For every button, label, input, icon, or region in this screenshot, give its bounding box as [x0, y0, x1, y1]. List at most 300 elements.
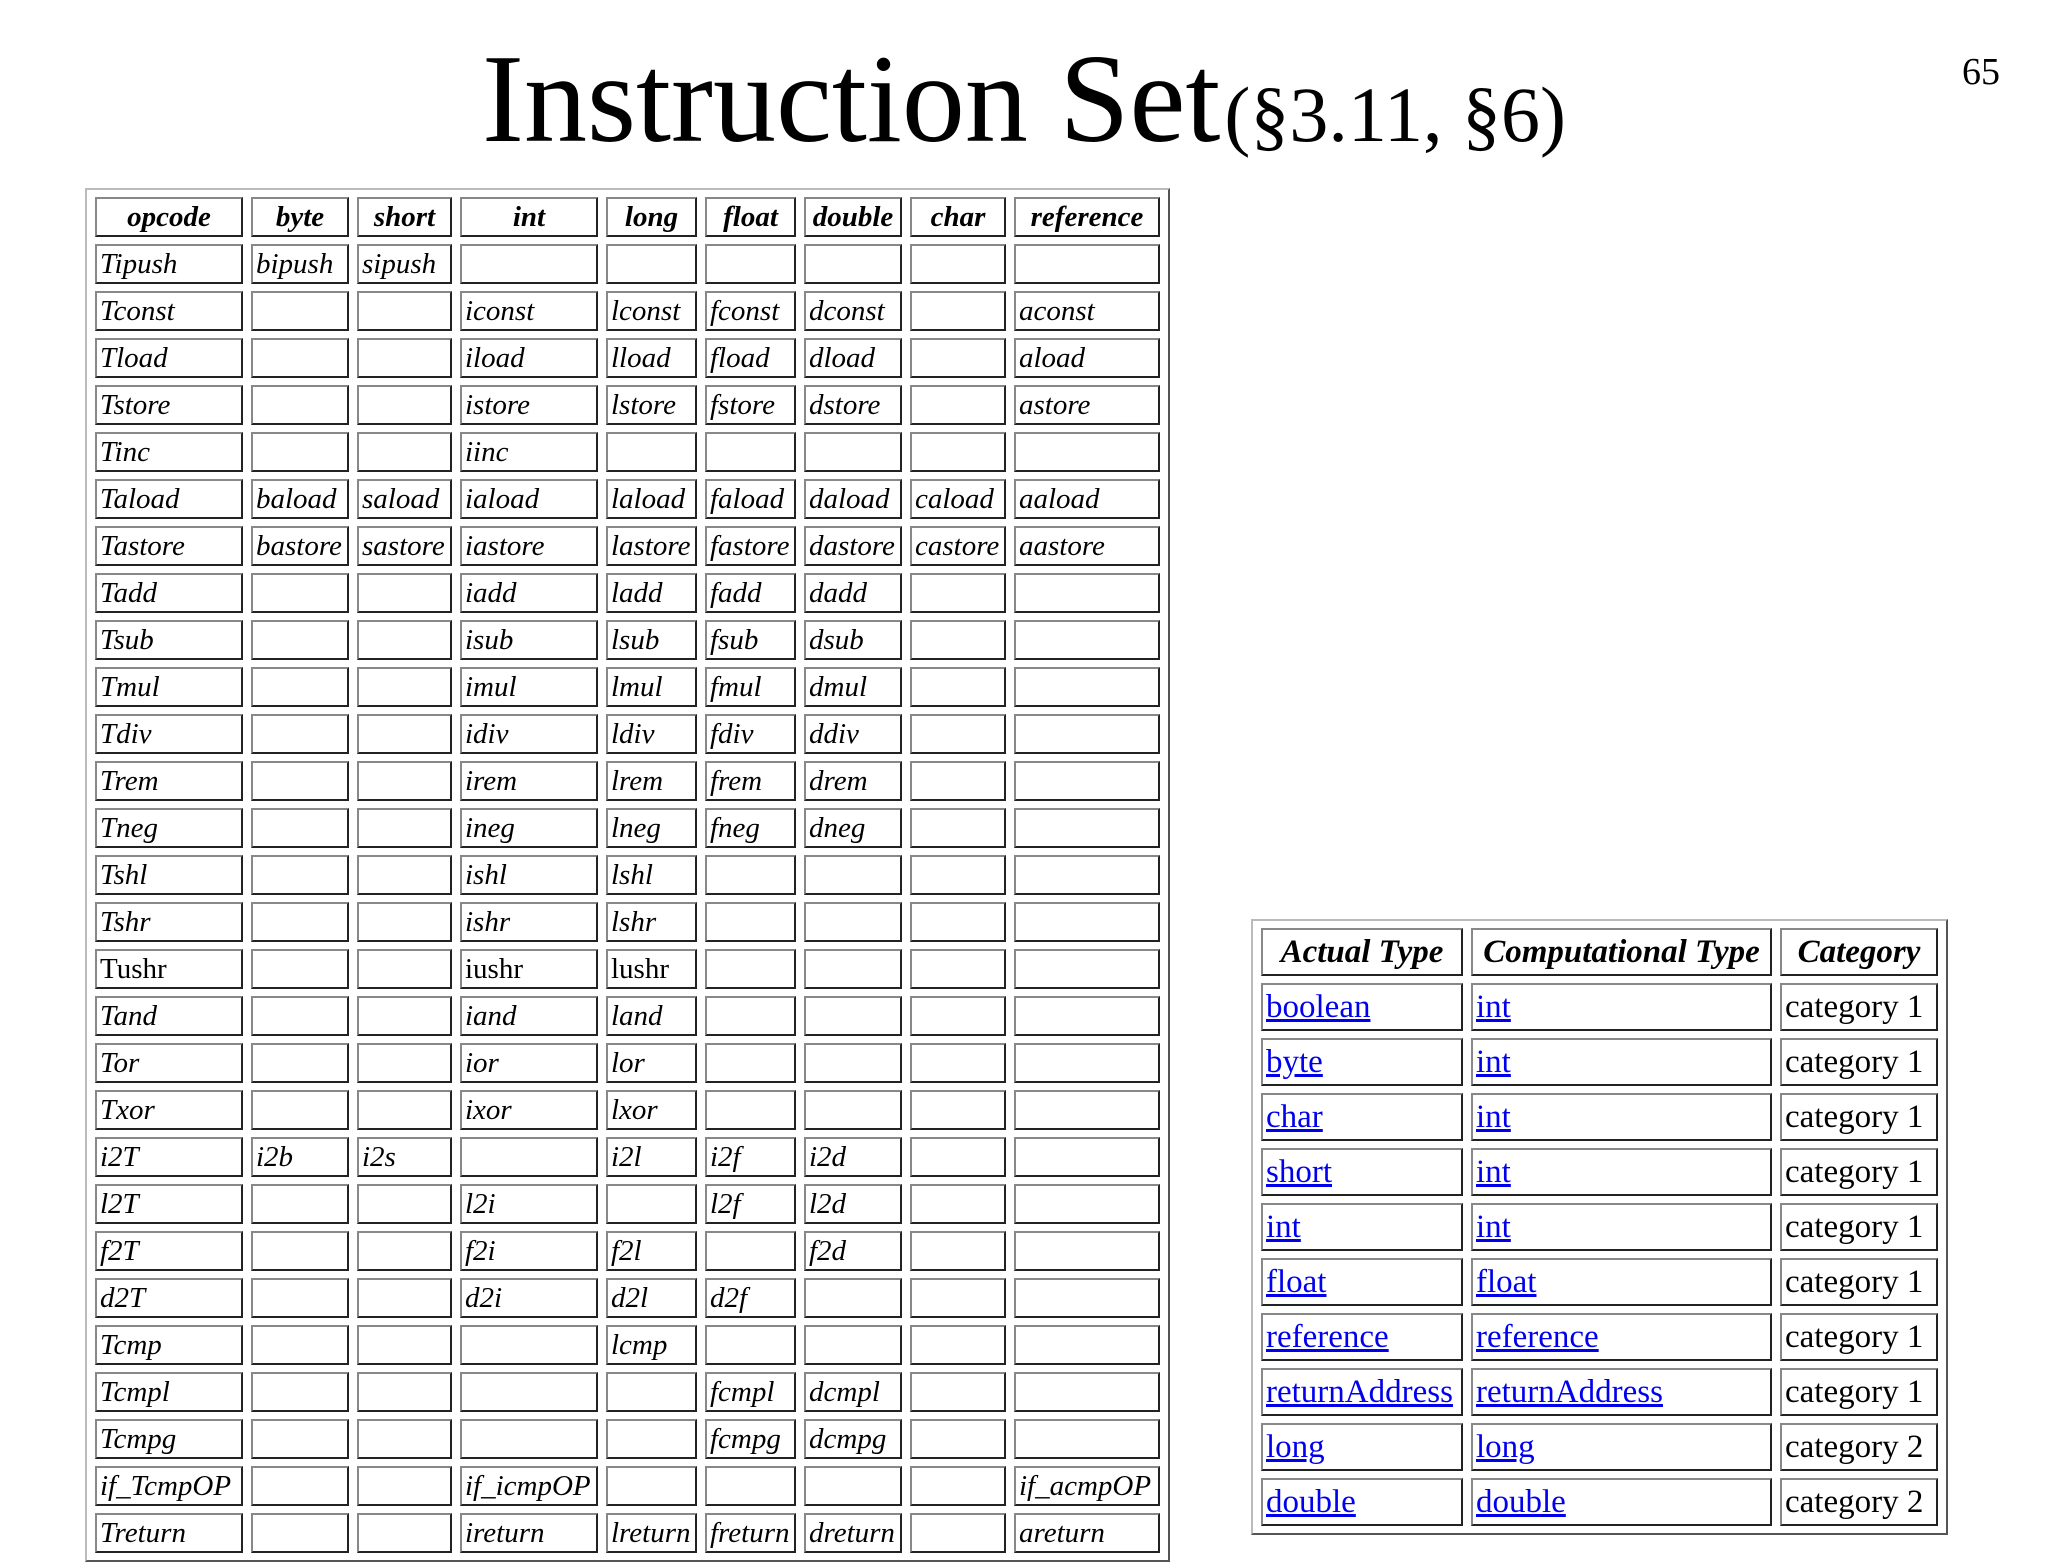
instruction-cell: lmul [606, 667, 697, 707]
column-header-opcode: opcode [95, 197, 243, 237]
instruction-cell [251, 1466, 349, 1506]
instruction-cell [251, 432, 349, 472]
instruction-cell: istore [460, 385, 598, 425]
instruction-cell: lrem [606, 761, 697, 801]
instruction-cell [357, 1278, 452, 1318]
instruction-cell: dconst [804, 291, 902, 331]
instruction-cell [804, 1325, 902, 1365]
opcode-cell: Treturn [95, 1513, 243, 1553]
actual-type-link-long[interactable]: long [1266, 1428, 1325, 1465]
instruction-cell: f2d [804, 1231, 902, 1271]
actual-type-link-returnAddress[interactable]: returnAddress [1266, 1373, 1453, 1410]
computational-type-cell [1471, 1258, 1772, 1306]
instruction-cell [804, 432, 902, 472]
instruction-cell: lcmp [606, 1325, 697, 1365]
instruction-cell [1014, 761, 1160, 801]
instruction-cell [357, 1231, 452, 1271]
instruction-cell: aconst [1014, 291, 1160, 331]
instruction-cell [251, 855, 349, 895]
instruction-cell [910, 855, 1006, 895]
instruction-cell: fload [705, 338, 796, 378]
instruction-cell: iaload [460, 479, 598, 519]
instruction-cell [251, 1513, 349, 1553]
instruction-cell [910, 761, 1006, 801]
opcode-cell: Tdiv [95, 714, 243, 754]
instruction-cell [460, 1419, 598, 1459]
instruction-cell: ireturn [460, 1513, 598, 1553]
instruction-cell: ineg [460, 808, 598, 848]
column-header-char: char [910, 197, 1006, 237]
instruction-cell [1014, 244, 1160, 284]
instruction-cell: fcmpl [705, 1372, 796, 1412]
instruction-cell [251, 1278, 349, 1318]
instruction-cell: faload [705, 479, 796, 519]
instruction-cell: baload [251, 479, 349, 519]
instruction-cell [460, 1325, 598, 1365]
opcode-cell: if_TcmpOP [95, 1466, 243, 1506]
instruction-cell [910, 244, 1006, 284]
instruction-cell: idiv [460, 714, 598, 754]
instruction-cell [910, 714, 1006, 754]
instruction-cell [804, 902, 902, 942]
category-cell: category 1 [1780, 1148, 1938, 1196]
instruction-cell [357, 761, 452, 801]
instruction-cell [251, 1325, 349, 1365]
instruction-cell: isub [460, 620, 598, 660]
instruction-cell [1014, 714, 1160, 754]
instruction-cell: f2i [460, 1231, 598, 1271]
instruction-cell: iload [460, 338, 598, 378]
opcode-cell: Tor [95, 1043, 243, 1083]
instruction-cell [910, 432, 1006, 472]
table-row [95, 902, 1160, 942]
type-category-table [1251, 919, 1948, 1535]
actual-type-cell [1261, 1368, 1463, 1416]
table-row [95, 338, 1160, 378]
opcode-cell: Tmul [95, 667, 243, 707]
table-row [1261, 1148, 1938, 1196]
instruction-cell [357, 573, 452, 613]
table-row [95, 1466, 1160, 1506]
actual-type-cell [1261, 1203, 1463, 1251]
instruction-cell [357, 855, 452, 895]
instruction-cell [804, 1090, 902, 1130]
instruction-cell: iconst [460, 291, 598, 331]
instruction-cell [910, 620, 1006, 660]
instruction-cell: iadd [460, 573, 598, 613]
instruction-cell [1014, 1325, 1160, 1365]
table-row [95, 385, 1160, 425]
instruction-cell [910, 1231, 1006, 1271]
table-row [95, 291, 1160, 331]
table-row [1261, 1478, 1938, 1526]
computational-type-cell [1471, 1203, 1772, 1251]
computational-type-link-double[interactable]: double [1476, 1483, 1566, 1520]
table-row [95, 1419, 1160, 1459]
title-main: Instruction Set [482, 30, 1221, 169]
instruction-cell: i2d [804, 1137, 902, 1177]
instruction-cell [705, 949, 796, 989]
instruction-cell [910, 996, 1006, 1036]
actual-type-cell [1261, 1148, 1463, 1196]
instruction-cell [705, 1325, 796, 1365]
table-row [95, 667, 1160, 707]
instruction-cell [910, 1278, 1006, 1318]
instruction-cell [910, 1184, 1006, 1224]
instruction-cell [910, 949, 1006, 989]
instruction-cell: lshr [606, 902, 697, 942]
instruction-cell [251, 385, 349, 425]
instruction-cell [606, 1466, 697, 1506]
instruction-cell [1014, 667, 1160, 707]
instruction-cell: iushr [460, 949, 598, 989]
table-row [95, 855, 1160, 895]
instruction-cell [1014, 432, 1160, 472]
title-section-refs: (§3.11, §6) [1224, 71, 1566, 158]
instruction-cell [1014, 1043, 1160, 1083]
instruction-cell: if_icmpOP [460, 1466, 598, 1506]
table-row [95, 620, 1160, 660]
instruction-cell: fsub [705, 620, 796, 660]
category-cell: category 1 [1780, 1313, 1938, 1361]
column-header-actual-type: Actual Type [1261, 928, 1463, 976]
column-header-byte: byte [251, 197, 349, 237]
instruction-cell: i2l [606, 1137, 697, 1177]
instruction-cell: land [606, 996, 697, 1036]
instruction-cell [251, 291, 349, 331]
computational-type-link-long[interactable]: long [1476, 1428, 1535, 1465]
column-header-category: Category [1780, 928, 1938, 976]
instruction-cell [910, 667, 1006, 707]
actual-type-link-boolean[interactable]: boolean [1266, 988, 1371, 1025]
instruction-cell: fstore [705, 385, 796, 425]
instruction-cell [705, 1231, 796, 1271]
instruction-cell [910, 1419, 1006, 1459]
column-header-long: long [606, 197, 697, 237]
opcode-cell: Tshr [95, 902, 243, 942]
table-row [95, 244, 1160, 284]
table-row [95, 1278, 1160, 1318]
table-row [1261, 1258, 1938, 1306]
instruction-cell: lxor [606, 1090, 697, 1130]
instruction-cell: fcmpg [705, 1419, 796, 1459]
opcode-cell: Tinc [95, 432, 243, 472]
computational-type-cell [1471, 1038, 1772, 1086]
computational-type-link-reference[interactable]: reference [1476, 1318, 1599, 1355]
opcode-cell: Tcmpg [95, 1419, 243, 1459]
instruction-cell: if_acmpOP [1014, 1466, 1160, 1506]
instruction-cell: castore [910, 526, 1006, 566]
table-row [1261, 1368, 1938, 1416]
instruction-cell [357, 667, 452, 707]
instruction-cell [1014, 808, 1160, 848]
instruction-cell: ladd [606, 573, 697, 613]
instruction-cell [357, 1325, 452, 1365]
instruction-cell: daload [804, 479, 902, 519]
column-header-computational-type: Computational Type [1471, 928, 1772, 976]
instruction-cell [251, 1090, 349, 1130]
computational-type-cell [1471, 983, 1772, 1031]
instruction-cell: l2d [804, 1184, 902, 1224]
instruction-cell [1014, 1419, 1160, 1459]
instruction-cell [251, 996, 349, 1036]
instruction-cell: ishr [460, 902, 598, 942]
instruction-cell: ddiv [804, 714, 902, 754]
instruction-cell: fdiv [705, 714, 796, 754]
table-row [95, 1137, 1160, 1177]
instruction-cell [910, 291, 1006, 331]
instruction-cell: ixor [460, 1090, 598, 1130]
instruction-cell: l2i [460, 1184, 598, 1224]
opcode-cell: Tneg [95, 808, 243, 848]
actual-type-cell [1261, 983, 1463, 1031]
table-row [95, 714, 1160, 754]
instruction-cell [357, 714, 452, 754]
instruction-cell [251, 808, 349, 848]
category-cell: category 1 [1780, 1038, 1938, 1086]
table-row [95, 1090, 1160, 1130]
instruction-cell [1014, 902, 1160, 942]
table-row [95, 1043, 1160, 1083]
actual-type-cell [1261, 1423, 1463, 1471]
actual-type-link-char[interactable]: char [1266, 1098, 1323, 1135]
instruction-cell [1014, 1372, 1160, 1412]
instruction-cell: lor [606, 1043, 697, 1083]
instruction-cell: dcmpg [804, 1419, 902, 1459]
column-header-double: double [804, 197, 902, 237]
table-row [95, 1325, 1160, 1365]
table-row [1261, 1203, 1938, 1251]
instruction-cell: lload [606, 338, 697, 378]
table-row [95, 526, 1160, 566]
instruction-cell: saload [357, 479, 452, 519]
actual-type-link-float[interactable]: float [1266, 1263, 1327, 1300]
instruction-cell: drem [804, 761, 902, 801]
computational-type-cell [1471, 1093, 1772, 1141]
instruction-cell: iastore [460, 526, 598, 566]
opcode-cell: Tastore [95, 526, 243, 566]
instruction-cell [357, 1184, 452, 1224]
column-header-int: int [460, 197, 598, 237]
instruction-cell [705, 996, 796, 1036]
instruction-cell [460, 244, 598, 284]
instruction-cell [804, 855, 902, 895]
instruction-cell: lconst [606, 291, 697, 331]
instruction-cell: dneg [804, 808, 902, 848]
instruction-cell [910, 1466, 1006, 1506]
instruction-cell [251, 714, 349, 754]
opcode-table-header [95, 197, 1160, 237]
table-row [1261, 1093, 1938, 1141]
instruction-cell: astore [1014, 385, 1160, 425]
instruction-cell [251, 620, 349, 660]
instruction-cell [910, 808, 1006, 848]
instruction-cell: sastore [357, 526, 452, 566]
computational-type-link-int[interactable]: int [1476, 988, 1511, 1025]
instruction-cell [460, 1137, 598, 1177]
instruction-cell [804, 949, 902, 989]
computational-type-link-int[interactable]: int [1476, 1153, 1511, 1190]
instruction-cell: dstore [804, 385, 902, 425]
instruction-cell: sipush [357, 244, 452, 284]
instruction-cell: d2f [705, 1278, 796, 1318]
opcode-table [85, 188, 1170, 1562]
instruction-cell: dsub [804, 620, 902, 660]
opcode-cell: Tand [95, 996, 243, 1036]
instruction-cell [357, 1466, 452, 1506]
page-title [0, 28, 2048, 172]
category-cell: category 1 [1780, 1203, 1938, 1251]
instruction-cell [251, 1419, 349, 1459]
instruction-cell [357, 1043, 452, 1083]
instruction-cell: lstore [606, 385, 697, 425]
computational-type-link-int[interactable]: int [1476, 1208, 1511, 1245]
instruction-cell: caload [910, 479, 1006, 519]
instruction-cell [606, 244, 697, 284]
category-cell: category 2 [1780, 1423, 1938, 1471]
instruction-cell: iand [460, 996, 598, 1036]
instruction-cell [357, 338, 452, 378]
column-header-float: float [705, 197, 796, 237]
instruction-cell: fadd [705, 573, 796, 613]
instruction-cell: ishl [460, 855, 598, 895]
actual-type-cell [1261, 1313, 1463, 1361]
opcode-cell: Tload [95, 338, 243, 378]
instruction-cell: lneg [606, 808, 697, 848]
instruction-cell [910, 1043, 1006, 1083]
actual-type-cell [1261, 1038, 1463, 1086]
instruction-cell [606, 1372, 697, 1412]
opcode-cell: Tshl [95, 855, 243, 895]
instruction-cell: i2f [705, 1137, 796, 1177]
computational-type-link-returnAddress[interactable]: returnAddress [1476, 1373, 1663, 1410]
computational-type-link-int[interactable]: int [1476, 1098, 1511, 1135]
instruction-cell [804, 1466, 902, 1506]
instruction-cell: iinc [460, 432, 598, 472]
instruction-cell [705, 902, 796, 942]
instruction-cell: fneg [705, 808, 796, 848]
instruction-cell [251, 949, 349, 989]
table-row [95, 573, 1160, 613]
category-cell: category 2 [1780, 1478, 1938, 1526]
instruction-cell [1014, 1231, 1160, 1271]
instruction-cell [1014, 1090, 1160, 1130]
instruction-cell [251, 667, 349, 707]
instruction-cell [357, 1090, 452, 1130]
page-number: 65 [1962, 51, 2000, 93]
instruction-cell [357, 385, 452, 425]
table-row [95, 1513, 1160, 1553]
instruction-cell: freturn [705, 1513, 796, 1553]
table-row [95, 949, 1160, 989]
instruction-cell [357, 996, 452, 1036]
instruction-cell [1014, 1278, 1160, 1318]
instruction-cell [910, 338, 1006, 378]
instruction-cell [357, 1513, 452, 1553]
opcode-cell: Tcmpl [95, 1372, 243, 1412]
instruction-cell [606, 1419, 697, 1459]
instruction-cell [1014, 620, 1160, 660]
instruction-cell [910, 1090, 1006, 1130]
instruction-cell [357, 291, 452, 331]
instruction-cell [804, 996, 902, 1036]
instruction-cell [1014, 1184, 1160, 1224]
instruction-cell: dastore [804, 526, 902, 566]
instruction-cell [910, 385, 1006, 425]
instruction-cell [251, 1372, 349, 1412]
opcode-cell: Tconst [95, 291, 243, 331]
instruction-cell [705, 855, 796, 895]
instruction-cell [910, 1513, 1006, 1553]
instruction-cell: aastore [1014, 526, 1160, 566]
computational-type-cell [1471, 1423, 1772, 1471]
instruction-cell: i2s [357, 1137, 452, 1177]
instruction-cell [910, 573, 1006, 613]
instruction-cell: lshl [606, 855, 697, 895]
instruction-cell [460, 1372, 598, 1412]
instruction-cell [251, 573, 349, 613]
table-row [95, 479, 1160, 519]
computational-type-link-int[interactable]: int [1476, 1043, 1511, 1080]
actual-type-cell [1261, 1093, 1463, 1141]
instruction-cell: d2i [460, 1278, 598, 1318]
type-table-header [1261, 928, 1938, 976]
instruction-cell [705, 432, 796, 472]
instruction-cell [804, 1278, 902, 1318]
actual-type-link-byte[interactable]: byte [1266, 1043, 1323, 1080]
instruction-cell: frem [705, 761, 796, 801]
table-row [95, 1231, 1160, 1271]
instruction-cell [606, 432, 697, 472]
computational-type-link-float[interactable]: float [1476, 1263, 1537, 1300]
instruction-cell [910, 1137, 1006, 1177]
computational-type-cell [1471, 1478, 1772, 1526]
instruction-cell: ior [460, 1043, 598, 1083]
column-header-reference: reference [1014, 197, 1160, 237]
instruction-cell [910, 1325, 1006, 1365]
table-row [1261, 983, 1938, 1031]
instruction-cell [1014, 573, 1160, 613]
actual-type-link-double[interactable]: double [1266, 1483, 1356, 1520]
instruction-cell [910, 1372, 1006, 1412]
opcode-cell: Tsub [95, 620, 243, 660]
instruction-cell [705, 1466, 796, 1506]
actual-type-cell [1261, 1478, 1463, 1526]
actual-type-cell [1261, 1258, 1463, 1306]
actual-type-link-reference[interactable]: reference [1266, 1318, 1389, 1355]
opcode-cell: Tcmp [95, 1325, 243, 1365]
instruction-cell [251, 338, 349, 378]
instruction-cell [251, 902, 349, 942]
instruction-cell: aaload [1014, 479, 1160, 519]
instruction-cell: dload [804, 338, 902, 378]
instruction-cell: imul [460, 667, 598, 707]
instruction-cell: f2l [606, 1231, 697, 1271]
actual-type-link-int[interactable]: int [1266, 1208, 1301, 1245]
table-row [1261, 1313, 1938, 1361]
table-row [1261, 1038, 1938, 1086]
instruction-cell [251, 1043, 349, 1083]
opcode-cell: d2T [95, 1278, 243, 1318]
instruction-cell [251, 1231, 349, 1271]
instruction-cell [804, 244, 902, 284]
actual-type-link-short[interactable]: short [1266, 1153, 1332, 1190]
column-header-short: short [357, 197, 452, 237]
instruction-cell [1014, 996, 1160, 1036]
computational-type-cell [1471, 1313, 1772, 1361]
computational-type-cell [1471, 1368, 1772, 1416]
instruction-cell: areturn [1014, 1513, 1160, 1553]
